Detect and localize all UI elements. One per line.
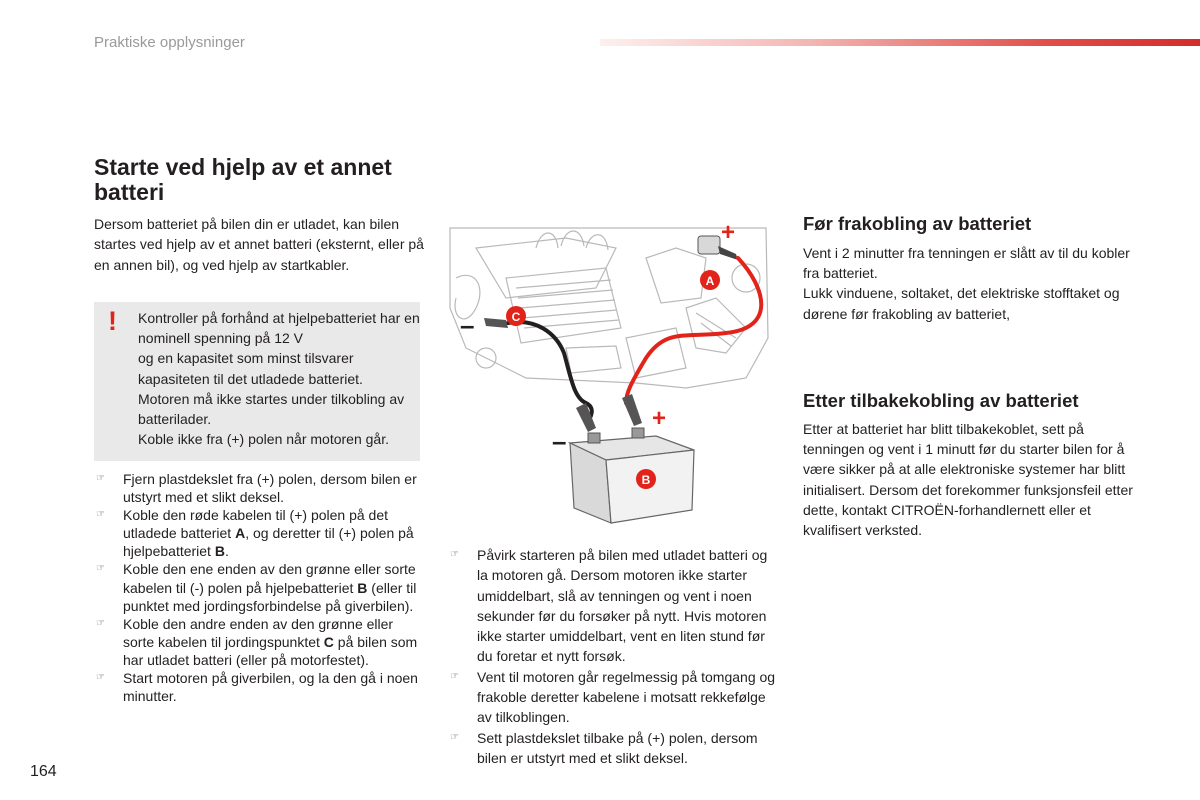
step-text: Start motoren på giverbilen, og la den gå i noen minutter. — [123, 670, 418, 705]
minus-sign-b: – — [552, 426, 567, 456]
section-text: Etter at batteriet har blitt tilbakekoblet, sett på tenningen og vent i 1 minutt før du starter bilen for å være sikker på at alle elektroniske systemer har blitt initialisert. Dersom det forekommer funksjonsfeil etter dette, kontakt CITROËN-forhandlernett eller et kvalifisert verksted. — [803, 421, 1133, 539]
warning-line: og en kapasitet som minst tilsvarer kapasiteten til det utladede batteriet. — [138, 350, 363, 387]
step-text: . — [224, 543, 229, 560]
red-cable — [626, 258, 761, 403]
plus-sign-a: + — [721, 219, 736, 246]
section-heading: Etter tilbakekobling av batteriet — [803, 390, 1079, 411]
warning-line: Motoren må ikke startes under tilkobling av batterilader. — [138, 390, 405, 428]
step-label-bold: A — [235, 525, 246, 542]
battery-b — [570, 428, 694, 523]
intro-paragraph: Dersom batteriet på bilen din er utladet, kan bilen startes ved hjelp av et annet batteri (eksternt, eller på en annen bil), og ved hjelp av startkabler. — [94, 216, 424, 273]
step-text: Vent til motoren går regelmessig på tomgang og frakoble deretter kabelene i motsatt rekkefølge av tilkoblingen. — [477, 668, 776, 726]
list-item — [448, 545, 778, 667]
pointing-hand-icon: ☞ — [96, 473, 105, 484]
pointing-hand-icon: ☞ — [450, 549, 459, 560]
list-item — [94, 615, 424, 669]
warning-box — [94, 302, 420, 461]
badge-b-label: B — [641, 473, 651, 487]
red-clamp — [622, 394, 642, 426]
connection-steps — [94, 470, 424, 705]
list-item — [448, 728, 778, 769]
section-line: Vent i 2 minutter fra tenningen er slått av til du kobler fra batteriet. — [803, 245, 1130, 282]
list-item — [94, 470, 424, 506]
badge-a-label: A — [705, 274, 715, 288]
step-text: Sett plastdekslet tilbake på (+) polen, dersom bilen er utstyrt med et slikt deksel. — [477, 729, 758, 766]
step-text: Koble den andre enden av den grønne eller sorte kabelen til jordingspunktet — [123, 615, 394, 650]
page-title: Starte ved hjelp av et annet batteri — [94, 154, 392, 205]
pointing-hand-icon: ☞ — [450, 670, 459, 682]
start-steps — [448, 545, 778, 768]
jump-start-illustration — [446, 218, 776, 530]
list-item — [94, 560, 424, 614]
step-text: Påvirk starteren på bilen med utladet batteri og la motoren gå. Dersom motoren ikke starter umiddelbart, slå av tenningen og vent i noen sekunder før du forsøker på nytt. Hvis motoren ikke starter umiddelbart, vent en liten stund før du foretar et nytt forsøk. — [477, 547, 768, 665]
exclamation-icon: ! — [108, 306, 117, 336]
plus-sign-b: + — [652, 405, 667, 432]
after-reconnect-section — [803, 390, 1133, 540]
before-disconnect-section — [803, 213, 1133, 324]
step-text: Koble den røde kabelen til (+) polen på det utladede batteriet — [123, 507, 389, 542]
section-line: Lukk vinduene, soltaket, det elektriske stofftaket og dørene før frakobling av batteriet, — [803, 285, 1120, 322]
clamp-c — [484, 318, 508, 328]
list-item — [94, 506, 424, 560]
pointing-hand-icon: ☞ — [450, 731, 459, 743]
section-heading: Før frakobling av batteriet — [803, 213, 1032, 234]
minus-sign-c: – — [460, 310, 475, 340]
step-text: (eller til punktet med jordingsforbindelse på giverbilen). — [123, 579, 417, 614]
step-label-bold: C — [323, 633, 334, 650]
warning-line: Koble ikke fra (+) polen når motoren går. — [138, 431, 389, 448]
list-item — [94, 669, 424, 705]
list-item — [448, 667, 778, 728]
header-accent-bar — [600, 39, 1200, 46]
badge-c-label: C — [511, 310, 521, 324]
step-label-bold: B — [357, 579, 368, 596]
jump-start-diagram — [446, 218, 776, 530]
step-text: på bilen som har utladet batteri (eller på motorfestet). — [123, 633, 418, 668]
pointing-hand-icon: ☞ — [96, 509, 105, 521]
step-text: , og deretter til (+) polen på hjelpebatteriet — [123, 525, 414, 560]
step-text: Fjern plastdekslet fra (+) polen, dersom bilen er utstyrt med et slikt deksel. — [123, 471, 417, 506]
warning-text — [138, 308, 420, 449]
pointing-hand-icon: ☞ — [96, 617, 105, 629]
pointing-hand-icon: ☞ — [96, 563, 105, 575]
step-label-bold: B — [214, 543, 225, 560]
pointing-hand-icon: ☞ — [96, 672, 105, 684]
section-text — [803, 243, 1133, 324]
warning-line: Kontroller på forhånd at hjelpebatteriet har en nominell spenning på 12 V — [138, 310, 420, 347]
page-number: 164 — [30, 763, 57, 780]
step-text: Koble den ene enden av den grønne eller sorte kabelen til (-) polen på hjelpebatteriet — [123, 561, 416, 596]
section-header: Praktiske opplysninger — [94, 34, 245, 51]
